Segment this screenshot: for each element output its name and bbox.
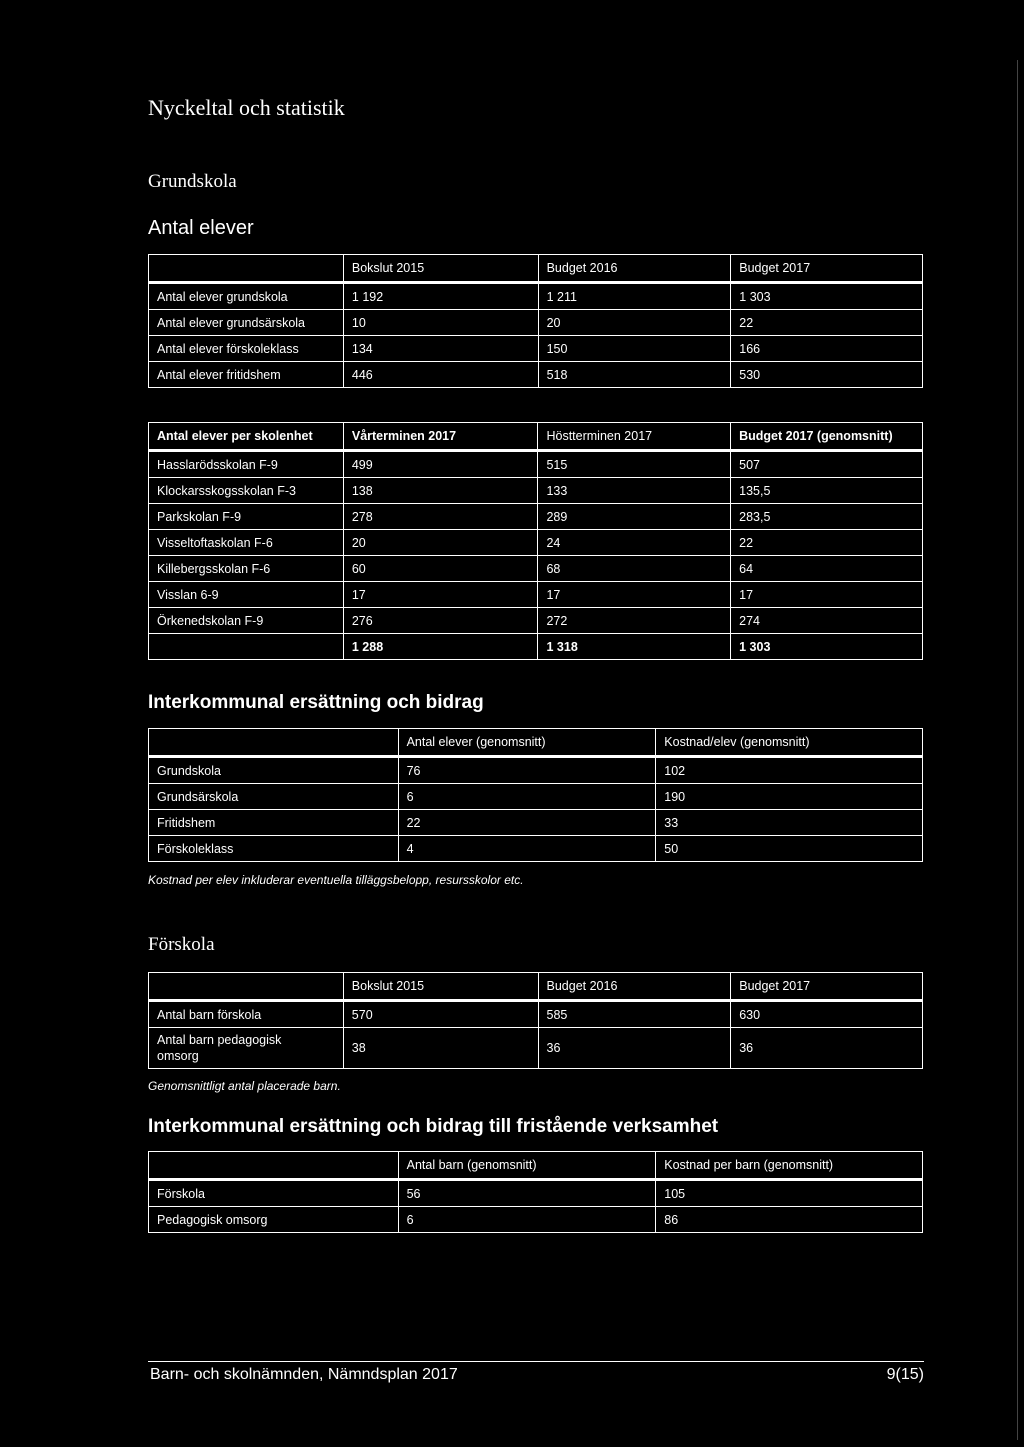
total-value: 1 288 — [343, 634, 538, 660]
page-edge-rule — [1017, 60, 1018, 1440]
cell-value: 283,5 — [731, 504, 923, 530]
cell-value: 50 — [656, 836, 923, 862]
section-heading-grundskola: Grundskola — [148, 171, 237, 192]
table-header-row — [149, 729, 923, 757]
cell-value: 20 — [343, 530, 538, 556]
cell-value: 17 — [343, 582, 538, 608]
subheading-interkommunal-fristaende: Interkommunal ersättning och bidrag till fristående verksamhet — [148, 1116, 719, 1137]
footer-divider — [148, 1361, 924, 1362]
table-row — [149, 504, 923, 530]
table-row — [149, 283, 923, 310]
footer-document-title: Barn- och skolnämnden, Nämndsplan 2017 — [150, 1366, 458, 1383]
table-footnote: Genomsnittligt antal placerade barn. — [148, 1079, 341, 1093]
cell-value: 272 — [538, 608, 731, 634]
cell-value: 76 — [398, 757, 656, 784]
row-label: Antal barn pedagogisk omsorg — [149, 1028, 344, 1069]
cell-value: 446 — [343, 362, 538, 388]
table-row — [149, 757, 923, 784]
cell-value: 570 — [343, 1001, 538, 1028]
row-label: Hasslarödsskolan F-9 — [149, 451, 344, 478]
table-row — [149, 336, 923, 362]
row-label: Killebergsskolan F-6 — [149, 556, 344, 582]
footer-page-number: 9(15) — [886, 1366, 924, 1383]
cell-value: 276 — [343, 608, 538, 634]
table-header-cell: Antal elever per skolenhet — [149, 423, 344, 451]
cell-value: 278 — [343, 504, 538, 530]
cell-value: 1 211 — [538, 283, 731, 310]
cell-value: 630 — [731, 1001, 923, 1028]
cell-value: 17 — [538, 582, 731, 608]
row-label: Parkskolan F-9 — [149, 504, 344, 530]
cell-value: 38 — [343, 1028, 538, 1069]
table-row — [149, 310, 923, 336]
cell-value: 22 — [731, 310, 923, 336]
cell-value: 36 — [731, 1028, 923, 1069]
table-header-cell: Antal elever (genomsnitt) — [398, 729, 656, 757]
page-title: Nyckeltal och statistik — [148, 95, 345, 120]
row-label: Grundskola — [149, 757, 399, 784]
table-row — [149, 1028, 923, 1069]
cell-value: 274 — [731, 608, 923, 634]
total-value: 1 303 — [731, 634, 923, 660]
total-value: 1 318 — [538, 634, 731, 660]
row-label: Klockarsskogsskolan F-3 — [149, 478, 344, 504]
row-label: Antal barn förskola — [149, 1001, 344, 1028]
cell-value: 20 — [538, 310, 731, 336]
cell-value: 4 — [398, 836, 656, 862]
cell-value: 135,5 — [731, 478, 923, 504]
table-row — [149, 556, 923, 582]
table-row — [149, 478, 923, 504]
table-interkommunal-grundskola — [148, 728, 923, 862]
cell-value: 10 — [343, 310, 538, 336]
table-row — [149, 362, 923, 388]
table-row — [149, 1001, 923, 1028]
cell-value: 56 — [398, 1180, 656, 1207]
cell-value: 133 — [538, 478, 731, 504]
row-label: Grundsärskola — [149, 784, 399, 810]
cell-value: 134 — [343, 336, 538, 362]
cell-value: 518 — [538, 362, 731, 388]
section-heading-forskola: Förskola — [148, 934, 215, 955]
cell-value: 22 — [398, 810, 656, 836]
table-header-cell — [149, 973, 344, 1001]
cell-value: 64 — [731, 556, 923, 582]
cell-value: 499 — [343, 451, 538, 478]
row-label: Antal elever grundsärskola — [149, 310, 344, 336]
table-header-row — [149, 1152, 923, 1180]
cell-value: 166 — [731, 336, 923, 362]
cell-value: 6 — [398, 1207, 656, 1233]
cell-value: 60 — [343, 556, 538, 582]
row-label: Pedagogisk omsorg — [149, 1207, 399, 1233]
cell-value: 86 — [656, 1207, 923, 1233]
table-header-cell — [149, 255, 344, 283]
table-row — [149, 836, 923, 862]
cell-value: 36 — [538, 1028, 731, 1069]
table-antal-elever — [148, 254, 923, 388]
table-total-row — [149, 634, 923, 660]
cell-value: 17 — [731, 582, 923, 608]
cell-value: 105 — [656, 1180, 923, 1207]
table-header-row — [149, 255, 923, 283]
row-label: Antal elever grundskola — [149, 283, 344, 310]
cell-value: 530 — [731, 362, 923, 388]
table-header-cell: Budget 2017 (genomsnitt) — [731, 423, 923, 451]
subheading-interkommunal: Interkommunal ersättning och bidrag — [148, 692, 484, 713]
table-header-row — [149, 423, 923, 451]
cell-value: 289 — [538, 504, 731, 530]
cell-value: 6 — [398, 784, 656, 810]
table-footnote: Kostnad per elev inkluderar eventuella tilläggsbelopp, resursskolor etc. — [148, 873, 524, 887]
cell-value: 1 303 — [731, 283, 923, 310]
cell-value: 507 — [731, 451, 923, 478]
table-header-cell: Höstterminen 2017 — [538, 423, 731, 451]
cell-value: 138 — [343, 478, 538, 504]
table-row — [149, 530, 923, 556]
table-elever-per-skolenhet — [148, 422, 923, 660]
table-row — [149, 810, 923, 836]
table-header-cell: Kostnad per barn (genomsnitt) — [656, 1152, 923, 1180]
row-label: Visslan 6-9 — [149, 582, 344, 608]
cell-value: 1 192 — [343, 283, 538, 310]
row-label: Förskola — [149, 1180, 399, 1207]
cell-value: 585 — [538, 1001, 731, 1028]
table-row — [149, 451, 923, 478]
row-label: Förskoleklass — [149, 836, 399, 862]
cell-value: 33 — [656, 810, 923, 836]
subheading-antal-elever: Antal elever — [148, 217, 254, 239]
row-label: Visseltoftaskolan F-6 — [149, 530, 344, 556]
cell-value: 68 — [538, 556, 731, 582]
table-header-cell: Antal barn (genomsnitt) — [398, 1152, 656, 1180]
table-row — [149, 582, 923, 608]
table-header-cell: Bokslut 2015 — [343, 973, 538, 1001]
cell-value: 150 — [538, 336, 731, 362]
table-header-cell: Vårterminen 2017 — [343, 423, 538, 451]
table-header-cell: Budget 2016 — [538, 255, 731, 283]
row-label: Antal elever förskoleklass — [149, 336, 344, 362]
row-label: Fritidshem — [149, 810, 399, 836]
table-header-cell: Kostnad/elev (genomsnitt) — [656, 729, 923, 757]
table-header-cell — [149, 1152, 399, 1180]
row-label: Antal elever fritidshem — [149, 362, 344, 388]
cell-value: 515 — [538, 451, 731, 478]
table-header-cell — [149, 729, 399, 757]
cell-value: 24 — [538, 530, 731, 556]
total-label — [149, 634, 344, 660]
table-header-cell: Bokslut 2015 — [343, 255, 538, 283]
table-row — [149, 1180, 923, 1207]
cell-value: 22 — [731, 530, 923, 556]
table-header-cell: Budget 2017 — [731, 973, 923, 1001]
cell-value: 102 — [656, 757, 923, 784]
cell-value: 190 — [656, 784, 923, 810]
table-interkommunal-forskola — [148, 1151, 923, 1233]
table-row — [149, 784, 923, 810]
table-header-row — [149, 973, 923, 1001]
table-antal-barn — [148, 972, 923, 1069]
table-header-cell: Budget 2017 — [731, 255, 923, 283]
table-row — [149, 608, 923, 634]
table-header-cell: Budget 2016 — [538, 973, 731, 1001]
row-label: Örkenedskolan F-9 — [149, 608, 344, 634]
table-row — [149, 1207, 923, 1233]
